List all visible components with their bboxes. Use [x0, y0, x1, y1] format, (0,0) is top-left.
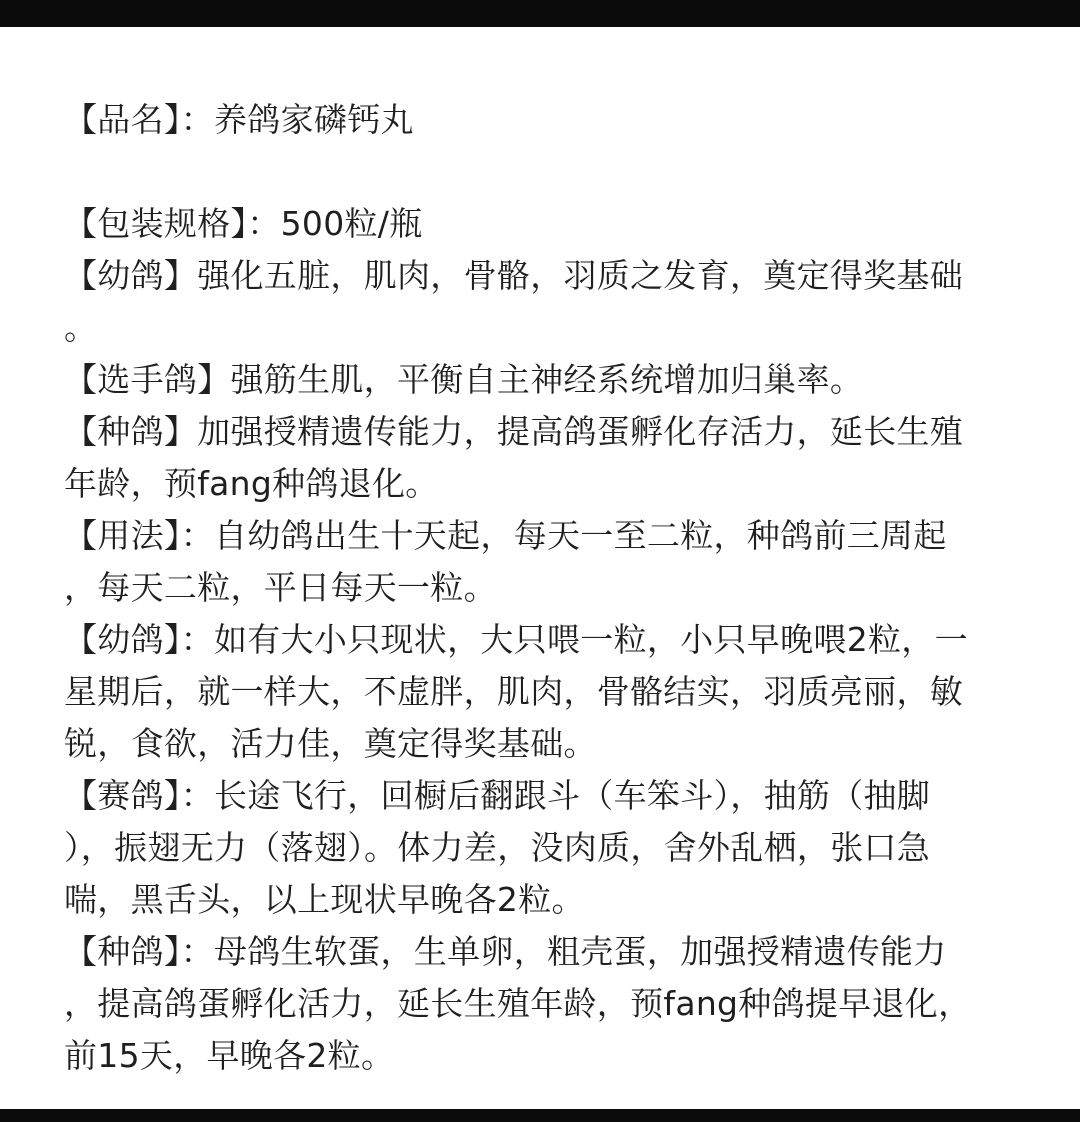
usage-line-2: ，每天二粒，平日每天一粒。	[64, 568, 497, 607]
race-pigeon-usage-line-3: 喘，黑舌头，以上现状早晚各2粒。	[64, 880, 585, 919]
blank-line	[64, 146, 1014, 198]
breeder-pigeon-benefit-line-2: 年龄，预fang种鸽退化。	[64, 464, 439, 503]
young-pigeon-usage-line-2: 星期后，就一样大，不虚胖，肌肉，骨骼结实，羽质亮丽，敏	[64, 672, 964, 711]
breeder-usage-line-3: 前15天，早晚各2粒。	[64, 1036, 395, 1075]
race-pigeon-usage-line-1: 【赛鸽】：长途飞行，回橱后翻跟斗（车笨斗），抽筋（抽脚	[64, 776, 931, 815]
usage-line-1: 【用法】：自幼鸽出生十天起，每天一至二粒，种鸽前三周起	[64, 516, 947, 555]
young-pigeon-usage-line-3: 锐，食欲，活力佳，奠定得奖基础。	[64, 724, 597, 763]
top-black-bar	[0, 0, 1080, 27]
document-body	[64, 94, 1014, 1082]
product-name-line: 【品名】：养鸽家磷钙丸	[64, 100, 414, 139]
bottom-black-bar	[0, 1109, 1080, 1122]
young-pigeon-benefit-line-1: 【幼鸽】强化五脏，肌肉，骨骼，羽质之发育，奠定得奖基础	[64, 256, 964, 295]
young-pigeon-usage-line-1: 【幼鸽】：如有大小只现状，大只喂一粒，小只早晚喂2粒，一	[64, 620, 968, 659]
young-pigeon-benefit-line-2: 。	[64, 308, 98, 347]
breeder-usage-line-1: 【种鸽】：母鸽生软蛋，生单卵，粗壳蛋，加强授精遗传能力	[64, 932, 947, 971]
race-pigeon-usage-line-2: ），振翅无力（落翅）。体力差，没肉质，舍外乱栖，张口急	[64, 828, 931, 867]
breeder-usage-line-2: ，提高鸽蛋孵化活力，延长生殖年龄，预fang种鸽提早退化，	[64, 984, 972, 1023]
racer-pigeon-benefit-line: 【选手鸽】强筋生肌，平衡自主神经系统增加归巢率。	[64, 360, 864, 399]
package-spec-line: 【包装规格】：500粒/瓶	[64, 204, 423, 243]
breeder-pigeon-benefit-line-1: 【种鸽】加强授精遗传能力，提高鸽蛋孵化存活力，延长生殖	[64, 412, 964, 451]
